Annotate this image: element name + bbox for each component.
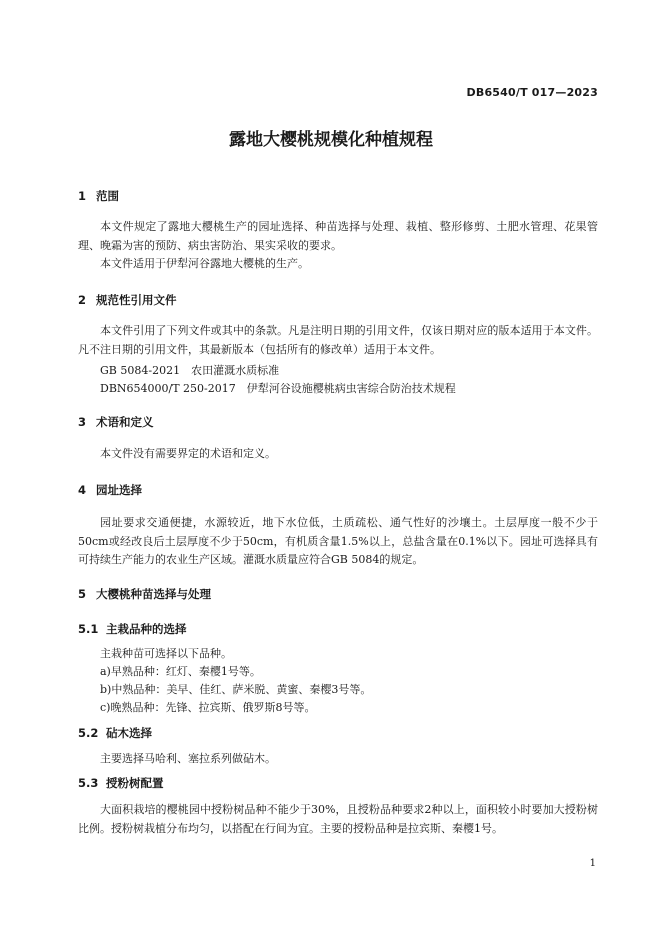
section-title: 术语和定义 (96, 415, 154, 429)
section-title: 园址选择 (96, 483, 142, 497)
section-1-heading (78, 188, 119, 204)
subsection-5-3-paragraph-1: 大面积栽培的樱桃园中授粉树品种不能少于30%，且授粉品种要求2种以上，面积较小时要加大授粉树比例。授粉树栽植分布均匀，以搭配在行间为宜。主要的授粉品种是拉宾斯、秦樱1号。 (78, 803, 598, 835)
normative-reference-2: DBN654000/T 250-2017 伊犁河谷设施樱桃病虫害综合防治技术规程 (100, 382, 456, 395)
subsection-5-2-line-1: 主要选择马哈利、塞拉系列做砧木。 (100, 752, 276, 765)
subsection-number: 5.1 (78, 622, 99, 636)
normative-reference-1: GB 5084-2021 农田灌溉水质标准 (100, 364, 280, 377)
subsection-number: 5.3 (78, 776, 99, 790)
document-title: 露地大樱桃规模化种植规程 (229, 130, 433, 150)
subsection-5-1-line-4: c)晚熟品种：先锋、拉宾斯、俄罗斯8号等。 (100, 701, 316, 714)
section-number: 1 (78, 189, 87, 203)
section-4-heading (78, 482, 142, 498)
subsection-number: 5.2 (78, 726, 99, 740)
section-3-heading (78, 414, 154, 430)
section-1-paragraph-1: 本文件规定了露地大樱桃生产的园址选择、种苗选择与处理、栽植、整形修剪、土肥水管理、花果管理、晚霜为害的预防、病虫害防治、果实采收的要求。 (78, 220, 598, 252)
section-3-paragraph-1: 本文件没有需要界定的术语和定义。 (100, 447, 276, 460)
section-2-paragraph-1: 本文件引用了下列文件或其中的条款。凡是注明日期的引用文件，仅该日期对应的版本适用于本文件。凡不注日期的引用文件，其最新版本（包括所有的修改单）适用于本文件。 (78, 324, 598, 356)
section-4-paragraph-1: 园址要求交通便捷，水源较近，地下水位低，土质疏松、通气性好的沙壤土。土层厚度一般不少于50cm或经改良后土层厚度不少于50cm，有机质含量1.5%以上，总盐含量在0.1%以下。园址可选择具有可持续生产能力的农业生产区域。灌溉水质量应符合GB 5084的规定。 (78, 516, 598, 566)
subsection-5-1-line-2: a)早熟品种：红灯、秦樱1号等。 (100, 665, 261, 678)
section-number: 3 (78, 415, 87, 429)
section-title: 规范性引用文件 (96, 293, 177, 307)
page-number: 1 (589, 858, 596, 869)
section-number: 5 (78, 587, 87, 601)
subsection-5-1-heading (78, 621, 187, 637)
subsection-5-3-heading (78, 775, 164, 791)
subsection-title: 砧木选择 (106, 726, 152, 740)
subsection-5-2-heading (78, 725, 152, 741)
subsection-5-1-line-1: 主栽种苗可选择以下品种。 (100, 647, 232, 660)
section-2-heading (78, 292, 177, 308)
section-title: 范围 (96, 189, 119, 203)
section-5-heading (78, 586, 211, 602)
document-code: DB6540/T 017—2023 (466, 86, 598, 99)
section-number: 4 (78, 483, 87, 497)
section-1-paragraph-2: 本文件适用于伊犁河谷露地大樱桃的生产。 (100, 257, 309, 270)
subsection-title: 授粉树配置 (106, 776, 164, 790)
section-number: 2 (78, 293, 87, 307)
subsection-5-1-line-3: b)中熟品种：美早、佳红、萨米脱、黄蜜、秦樱3号等。 (100, 683, 372, 696)
subsection-title: 主栽品种的选择 (106, 622, 187, 636)
section-title: 大樱桃种苗选择与处理 (96, 587, 211, 601)
